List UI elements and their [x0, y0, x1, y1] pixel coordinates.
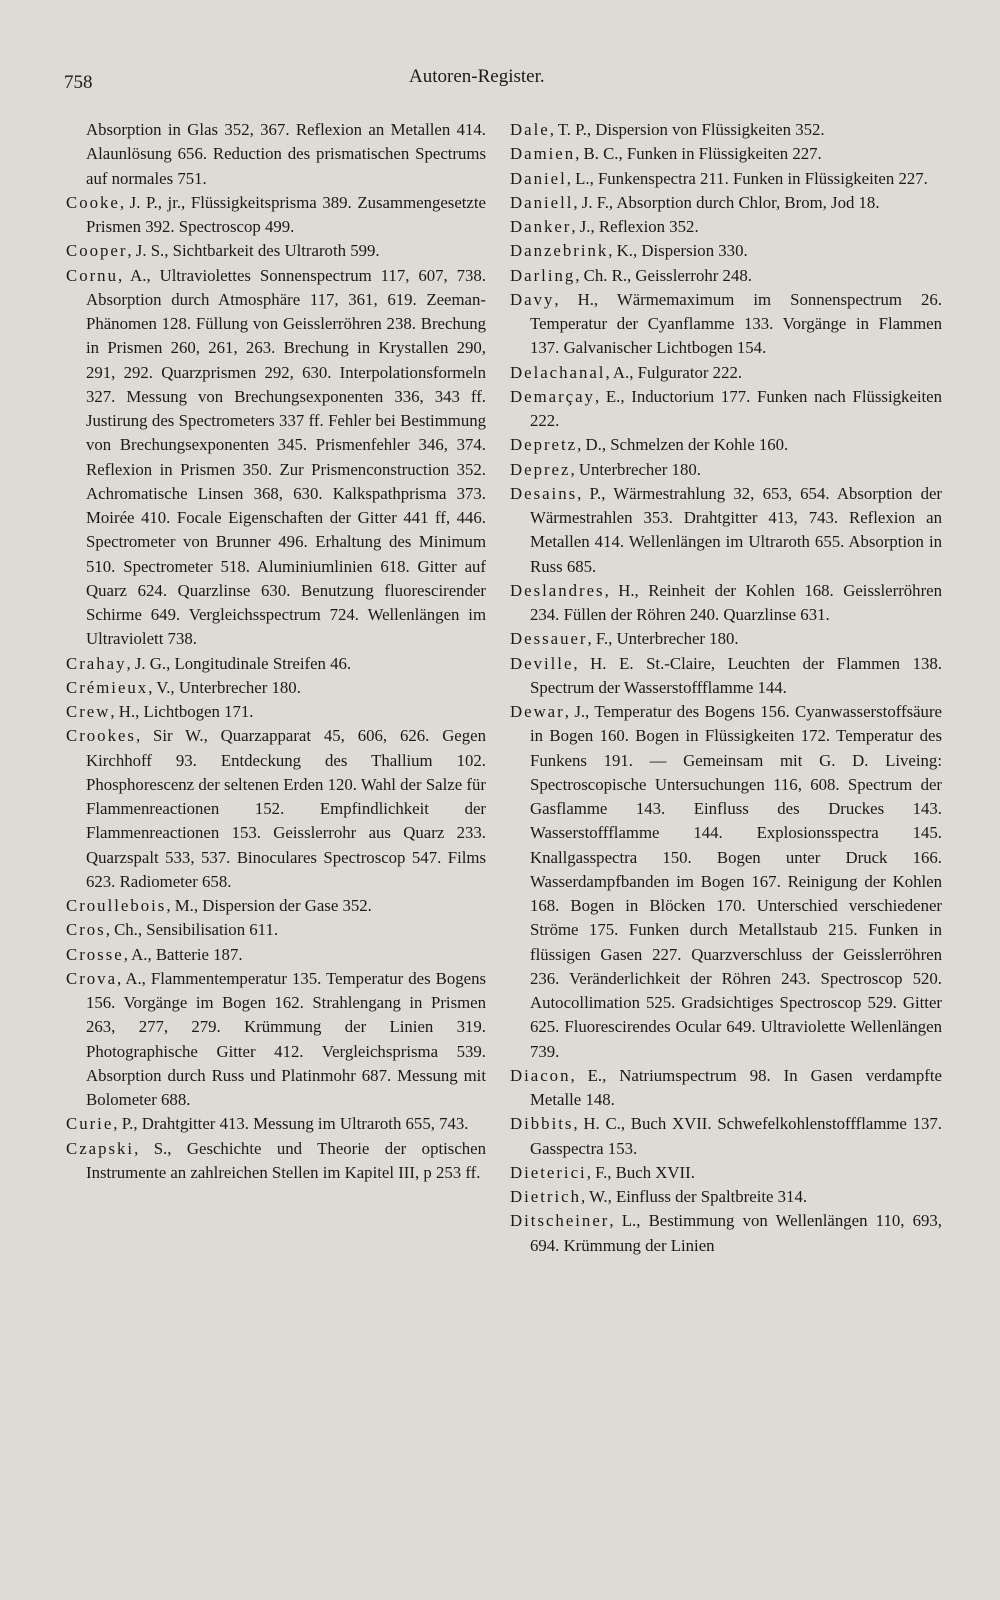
index-entry	[510, 215, 942, 239]
author-name: Dessauer	[510, 629, 588, 649]
entry-text: , P., Wärmestrahlung 32, 653, 654. Absorption der Wärmestrahlen 353. Drahtgitter 413, 743. Reflexion an Metallen 414. Wellenlängen im Ultraroth 655. Absorption in Russ 685.	[530, 483, 942, 576]
index-entry	[510, 142, 942, 166]
index-entry	[510, 191, 942, 215]
entry-text: , H., Wärmemaximum im Sonnenspectrum 26. Temperatur der Cyanflamme 133. Vorgänge in Flammen 137. Galvanischer Lichtbogen 154.	[530, 289, 942, 358]
index-entry	[66, 724, 486, 894]
entry-text: , A., Flammentemperatur 135. Temperatur des Bogens 156. Vorgänge im Bogen 162. Strahlengang in Prismen 263, 277, 279. Krümmung der Linien 319. Photographische Gitter 412. Vergleichsprisma 539. Absorption durch Russ und Platinmohr 687. Messung mit Bolometer 688.	[86, 968, 486, 1109]
entry-text: , A., Ultraviolettes Sonnenspectrum 117, 607, 738. Absorption durch Atmosphäre 117, 361, 619. Zeeman-Phänomen 128. Füllung von Geisslerröhren 238. Brechung in Prismen 260, 261, 263. Brechung in Krystallen 290, 291, 292. Quarzprismen 292, 630. Interpolationsformeln 327. Messung von Brechungsexponenten 336, 343 ff. Justirung des Spectrometers 337 ff. Fehler bei Bestimmung von Brechungsexponenten 345. Prismenfehler 346, 374. Reflexion in Prismen 350. Zur Prismenconstruction 352. Achromatische Linsen 368, 630. Kalkspathprisma 373. Moirée 410. Focale Eigenschaften der Gitter 441 ff, 446. Spectrometer von Brunner 496. Erhaltung des Minimum 510. Spectrometer 518. Aluminiumlinien 618. Gitter auf Quarz 624. Quarzlinse 630. Benutzung fluorescirender Schirme 649. Vergleichsspectrum 724. Wellenlängen im Ultraviolett 738.	[86, 265, 486, 649]
index-entry	[66, 1137, 486, 1186]
index-entry	[510, 482, 942, 579]
author-name: Desains	[510, 483, 578, 503]
author-name: Dietrich	[510, 1187, 581, 1206]
entry-text: , J. S., Sichtbarkeit des Ultraroth 599.	[127, 241, 380, 261]
entry-text: , H., Lichtbogen 171.	[110, 702, 254, 721]
entry-text: , S., Geschichte und Theorie der optischen Instrumente an zahlreichen Stellen im Kapitel III, p 253 ff.	[86, 1138, 486, 1182]
entry-text: , J. P., jr., Flüssigkeitsprisma 389. Zusammengesetzte Prismen 392. Spectroscop 499.	[86, 192, 486, 236]
entry-text: , M., Dispersion der Gase 352.	[166, 896, 372, 915]
author-name: Deprez	[510, 459, 571, 479]
entry-text: , F., Unterbrecher 180.	[587, 629, 739, 649]
entry-text: , L., Funkenspectra 211. Funken in Flüssigkeiten 227.	[566, 168, 928, 188]
author-name: Dewar	[510, 702, 565, 721]
index-entry	[510, 1185, 942, 1209]
index-entry	[510, 118, 942, 142]
author-name: Cornu	[66, 265, 118, 285]
index-entry	[66, 239, 486, 263]
author-name: Demarçay	[510, 386, 595, 406]
author-name: Cooke	[66, 192, 120, 212]
entry-text: , F., Buch XVII.	[586, 1162, 695, 1182]
author-name: Crosse	[66, 944, 124, 964]
entry-text: , D., Schmelzen der Kohle 160.	[577, 435, 789, 455]
entry-text: , H., Reinheit der Kohlen 168. Geisslerröhren 234. Füllen der Röhren 240. Quarzlinse 631.	[530, 580, 942, 624]
index-entry	[510, 627, 942, 651]
author-name: Deville	[510, 653, 574, 673]
author-name: Croullebois	[66, 896, 167, 915]
index-entry	[66, 918, 486, 942]
index-entry	[510, 264, 942, 288]
entry-text: , L., Bestimmung von Wellenlängen 110, 693, 694. Krümmung der Linien	[530, 1211, 942, 1255]
author-name: Daniell	[510, 192, 574, 212]
index-entry	[510, 700, 942, 1064]
left-column	[66, 118, 486, 1185]
author-name: Cros	[66, 920, 106, 940]
page-number: 758	[64, 72, 93, 93]
index-entry	[510, 385, 942, 434]
entry-text: , A., Fulgurator 222.	[605, 362, 743, 382]
page-header	[64, 64, 940, 94]
index-entry	[510, 167, 942, 191]
author-name: Crémieux	[66, 677, 149, 697]
index-entry	[66, 118, 486, 191]
author-name: Dibbits	[510, 1114, 574, 1134]
author-name: Damien	[510, 144, 576, 164]
author-name: Danzebrink	[510, 241, 609, 261]
author-name: Delachanal	[510, 362, 606, 382]
entry-text: , K., Dispersion 330.	[608, 241, 748, 261]
index-entry	[66, 700, 486, 724]
index-entry	[66, 967, 486, 1113]
entry-text: , J. F., Absorption durch Chlor, Brom, Jod 18.	[573, 192, 880, 212]
entry-text: , Ch. R., Geisslerrohr 248.	[575, 265, 752, 285]
running-title: Autoren-Register.	[409, 66, 545, 87]
index-entry	[510, 288, 942, 361]
entry-text: , Sir W., Quarzapparat 45, 606, 626. Gegen Kirchhoff 93. Entdeckung des Thallium 102. Phosphorescenz der seltenen Erden 120. Wahl der Salze für Flammenreactionen 152. Empfindlichkeit der Flammenreactionen 153. Geisslerrohr aus Quarz 233. Quarzspalt 533, 537. Binoculares Spectroscop 547. Films 623. Radiometer 658.	[86, 726, 486, 891]
author-name: Crookes	[66, 726, 136, 746]
index-entry	[510, 239, 942, 263]
entry-text: , W., Einfluss der Spaltbreite 314.	[580, 1187, 808, 1206]
entry-text: , V., Unterbrecher 180.	[148, 677, 301, 697]
entry-text: , E., Natriumspectrum 98. In Gasen verdampfte Metalle 148.	[530, 1065, 942, 1109]
author-name: Crew	[66, 702, 111, 721]
entry-text: , B. C., Funken in Flüssigkeiten 227.	[575, 144, 822, 164]
entry-text: , E., Inductorium 177. Funken nach Flüssigkeiten 222.	[530, 386, 942, 430]
entry-text: , T. P., Dispersion von Flüssigkeiten 352.	[549, 120, 825, 139]
author-name: Crahay	[66, 653, 127, 673]
index-entry	[66, 676, 486, 700]
author-name: Diacon	[510, 1065, 571, 1085]
author-name: Depretz	[510, 435, 578, 455]
index-entry	[66, 191, 486, 240]
entry-text: , Unterbrecher 180.	[570, 459, 701, 479]
index-entry	[66, 264, 486, 652]
index-entry	[66, 652, 486, 676]
entry-text: , J., Reflexion 352.	[571, 217, 699, 236]
entry-text: , J., Temperatur des Bogens 156. Cyanwasserstoffsäure in Bogen 160. Bogen in Flüssigkeiten 172. Temperatur des Funkens 191. — Gemeinsam mit G. D. Liveing: Spectroscopische Untersuchungen 116, 608. Spectrum der Gasflamme 143. Einfluss des Druckes 143. Wasserstoffflamme 144. Explosionsspectra 145. Knallgasspectra 150. Bogen unter Druck 166. Wasserdampfbanden im Bogen 167. Reinigung der Kohlen 168. Bogen in Blöcken 170. Unterschied verschiedener Ströme 175. Funken durch Metallstaub 215. Funken in flüssigen Gasen 227. Quarzverschluss der Geisslerröhren 236. Veränderlichkeit der Röhren 243. Spectroscop 520. Autocollimation 525. Gradsichtiges Spectroscop 529. Gitter 625. Fluorescirendes Ocular 649. Ultraviolette Wellenlängen 739.	[530, 702, 942, 1061]
index-entry	[66, 894, 486, 918]
author-name: Dieterici	[510, 1162, 587, 1182]
entry-text: , J. G., Longitudinale Streifen 46.	[126, 653, 352, 673]
index-entry	[66, 943, 486, 967]
entry-text: , H. C., Buch XVII. Schwefelkohlenstoffflamme 137. Gasspectra 153.	[530, 1114, 942, 1158]
index-entry	[510, 1064, 942, 1113]
author-name: Ditscheiner	[510, 1211, 610, 1231]
right-column	[510, 118, 942, 1258]
entry-text: , A., Batterie 187.	[123, 944, 243, 964]
author-name: Crova	[66, 968, 118, 988]
author-name: Darling	[510, 265, 576, 285]
author-name: Cooper	[66, 241, 128, 261]
index-entry	[510, 1209, 942, 1258]
entry-text: Absorption in Glas 352, 367. Reflexion an Metallen 414. Alaunlösung 656. Reduction des prismatischen Spectrums auf normales 751.	[86, 120, 486, 188]
author-name: Dale	[510, 120, 550, 139]
author-name: Danker	[510, 217, 572, 236]
index-entry	[510, 1112, 942, 1161]
entry-text: , P., Drahtgitter 413. Messung im Ultraroth 655, 743.	[113, 1114, 469, 1134]
author-name: Daniel	[510, 168, 567, 188]
author-name: Curie	[66, 1114, 114, 1134]
index-entry	[510, 652, 942, 701]
entry-text: , Ch., Sensibilisation 611.	[105, 920, 279, 940]
entry-text: , H. E. St.-Claire, Leuchten der Flammen 138. Spectrum der Wasserstoffflamme 144.	[530, 653, 942, 697]
index-entry	[510, 458, 942, 482]
index-entry	[510, 361, 942, 385]
index-entry	[510, 433, 942, 457]
index-entry	[510, 579, 942, 628]
author-name: Deslandres	[510, 580, 605, 600]
index-entry	[66, 1112, 486, 1136]
author-name: Davy	[510, 289, 555, 309]
author-name: Czapski	[66, 1138, 135, 1158]
index-entry	[510, 1161, 942, 1185]
